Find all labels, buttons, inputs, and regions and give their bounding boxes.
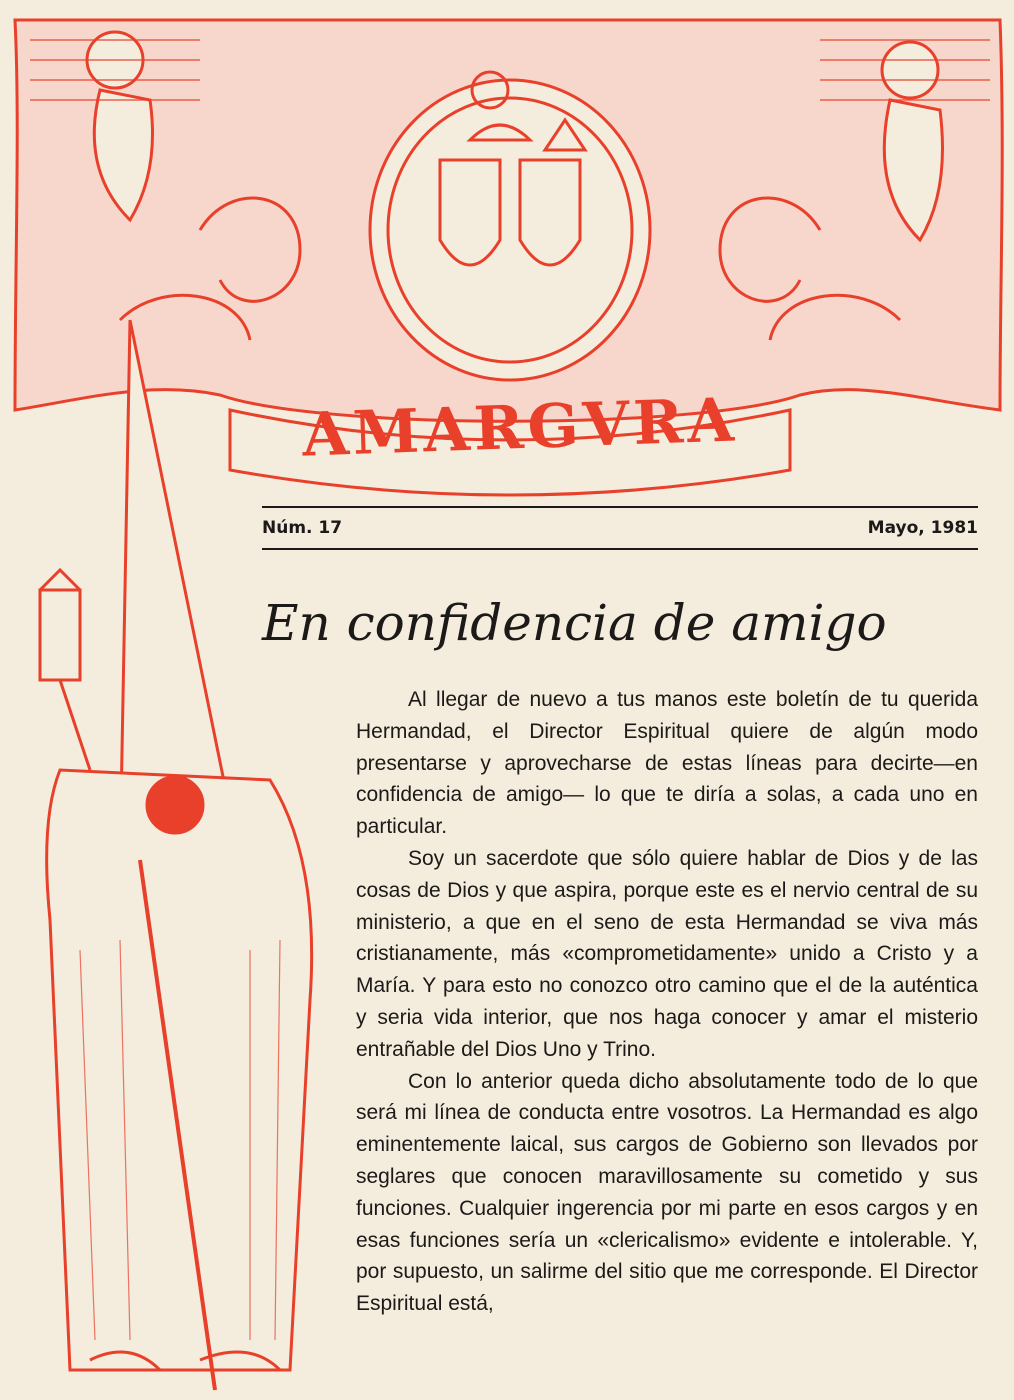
issue-date: Mayo, 1981: [867, 518, 978, 538]
masthead-title: AMARGVRA: [301, 385, 739, 471]
nazareno-penitent-icon: [0, 300, 360, 1400]
article-paragraph: Al llegar de nuevo a tus manos este boletín de tu querida Hermandad, el Director Espiritual quiere de algún modo presentarse y aprovecharse de estas líneas para decirte—en confidencia de amigo— lo que te diría a solas, a cada uno en particular.: [356, 688, 978, 839]
article-paragraph: Con lo anterior queda dicho absolutamente todo de lo que será mi línea de conducta entre vosotros. La Hermandad es algo eminentemente laical, sus cargos de Gobierno son llevados por seglares que conocen maravillosamente su cometido y sus funciones. Cualquier ingerencia por mi parte en esos cargos y en esas funciones sería un «clericalismo» evidente e intolerable. Y, por supuesto, un salirme del sitio que me corresponde. El Director Espiritual está,: [356, 1069, 978, 1316]
issue-top-rule: [262, 506, 978, 508]
article-body: [356, 684, 978, 1320]
article-paragraph: Soy un sacerdote que sólo quiere hablar de Dios y de las cosas de Dios y que aspira, porque este es el nervio central de su ministerio, a que en el seno de esta Hermandad se viva más cristianamente, más «comprometidamente» unido a Cristo y a María. Y para esto no conozco otro camino que el de la auténtica y seria vida interior, que nos haga conocer y amar el misterio entrañable del Dios Uno y Trino.: [356, 846, 978, 1061]
issue-bottom-rule: [262, 548, 978, 550]
article-title: En confidencia de amigo: [262, 594, 887, 652]
issue-number: Núm. 17: [262, 518, 343, 538]
